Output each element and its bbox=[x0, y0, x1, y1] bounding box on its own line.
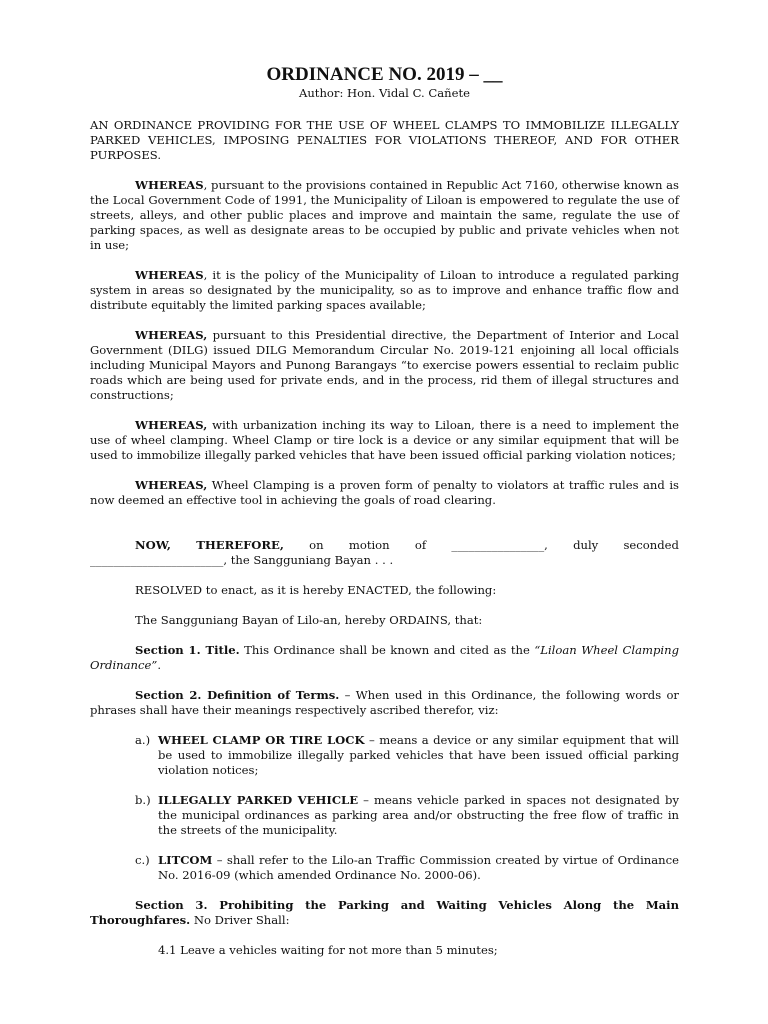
section-3-heading: Section 3. Prohibiting the Parking and Waiting Vehicles Along the Main Thoroughfares. bbox=[90, 898, 679, 927]
section-1-short-title: “Liloan Wheel Clamping Ordinance” bbox=[90, 643, 679, 672]
section-2-text: – When used in this Ordinance, the following words or phrases shall have their meanings respectively ascribed therefor, viz: bbox=[90, 688, 679, 717]
definition-text: – shall refer to the Lilo-an Traffic Commission created by virtue of Ordinance No. 2016-09 (which amended Ordinance No. 2000-06). bbox=[158, 853, 679, 882]
whereas-clause bbox=[90, 478, 679, 508]
definition-term: ILLEGALLY PARKED VEHICLE bbox=[158, 793, 359, 807]
section-1-heading: Section 1. Title. bbox=[135, 643, 240, 657]
now-therefore-line-2 bbox=[90, 553, 679, 568]
motion-word: motion bbox=[348, 538, 390, 552]
whereas-text: pursuant to this Presidential directive, the Department of Interior and Local Government (DILG) issued DILG Memorandum Circular No. 2019-121 enjoining all local officials including Municipal Mayors and Punong Barangays “to exercise powers essential to reclaim public roads which are being used for private ends, and in the process, rid them of illegal structures and constructions; bbox=[90, 328, 679, 402]
section-2 bbox=[90, 688, 679, 718]
whereas-text: , pursuant to the provisions contained in Republic Act 7160, otherwise known as the Local Government Code of 1991, the Municipality of Liloan is empowered to regulate the use of streets, alleys, and other public places and improve and maintain the same, regulate the use of parking spaces, as well as designate areas to be occupied by public and private vehicles when not in use; bbox=[90, 178, 679, 252]
seconder-blank: _______________________ bbox=[90, 553, 224, 567]
definition-item bbox=[135, 793, 679, 838]
section-3-text: No Driver Shall: bbox=[190, 913, 290, 927]
definition-term: WHEEL CLAMP OR TIRE LOCK bbox=[158, 733, 365, 747]
section-1 bbox=[90, 643, 679, 673]
ordinance-author: Author: Hon. Vidal C. Cañete bbox=[298, 86, 471, 100]
section-3 bbox=[90, 898, 679, 928]
resolved-clause: RESOLVED to enact, as it is hereby ENACTED, the following: bbox=[135, 583, 497, 597]
on-word: on bbox=[309, 538, 324, 552]
definition-text: – means a device or any similar equipment that will be used to immobilize illegally parked vehicles that have been issued official parking violation notices; bbox=[158, 733, 680, 777]
of-word: of bbox=[414, 538, 427, 552]
whereas-lead: WHEREAS bbox=[135, 268, 204, 282]
now-word: NOW, bbox=[135, 538, 171, 552]
section-2-heading: Section 2. Definition of Terms. bbox=[135, 688, 340, 702]
definition-body bbox=[158, 733, 679, 778]
definition-body bbox=[158, 853, 679, 883]
definition-label: b.) bbox=[135, 793, 151, 807]
therefore-word: THEREFORE, bbox=[196, 538, 284, 552]
ordinance-preamble: AN ORDINANCE PROVIDING FOR THE USE OF WHEEL CLAMPS TO IMMOBILIZE ILLEGALLY PARKED VEHICLES, IMPOSING PENALTIES FOR VIOLATIONS THEREOF, AND FOR OTHER PURPOSES. bbox=[90, 118, 679, 162]
whereas-lead: WHEREAS, bbox=[135, 418, 208, 432]
definition-item bbox=[135, 733, 679, 778]
now-therefore-line bbox=[135, 538, 679, 553]
whereas-clause bbox=[90, 418, 679, 463]
whereas-lead: WHEREAS, bbox=[135, 328, 208, 342]
whereas-clause bbox=[90, 328, 679, 403]
ordains-clause: The Sangguniang Bayan of Lilo-an, hereby ORDAINS, that: bbox=[135, 613, 483, 627]
now-therefore-clause bbox=[90, 538, 679, 568]
definition-body bbox=[158, 793, 679, 838]
section-1-end: . bbox=[157, 658, 161, 672]
whereas-lead: WHEREAS, bbox=[135, 478, 208, 492]
definition-text: – means vehicle parked in spaces not designated by the municipal ordinances as parking area and/or obstructing the free flow of traffic in the streets of the municipality. bbox=[158, 793, 679, 837]
definition-label: a.) bbox=[135, 733, 151, 747]
whereas-clause bbox=[90, 268, 679, 313]
seconded-word: seconded bbox=[623, 538, 679, 552]
mover-blank: ________________, bbox=[451, 538, 548, 552]
definition-item bbox=[135, 853, 679, 883]
list-item: 4.1 Leave a vehicles waiting for not more than 5 minutes; bbox=[158, 943, 498, 957]
whereas-text: with urbanization inching its way to Liloan, there is a need to implement the use of wheel clamping. Wheel Clamp or tire lock is a device or any similar equipment that will be used to immobilize illegally parked vehicles that have been issued official parking violation notices; bbox=[90, 418, 679, 462]
whereas-clause bbox=[90, 178, 679, 253]
whereas-lead: WHEREAS bbox=[135, 178, 204, 192]
ordinance-title: ORDINANCE NO. 2019 – __ bbox=[266, 64, 503, 85]
definition-label: c.) bbox=[135, 853, 150, 867]
sangguniang-text: , the Sangguniang Bayan . . . bbox=[223, 553, 394, 567]
section-1-text: This Ordinance shall be known and cited as the bbox=[239, 643, 535, 657]
definition-term: LITCOM bbox=[158, 853, 213, 867]
whereas-text: Wheel Clamping is a proven form of penalty to violators at traffic rules and is now deemed an effective tool in achieving the goals of road clearing. bbox=[90, 478, 679, 507]
duly-word: duly bbox=[573, 538, 599, 552]
whereas-text: , it is the policy of the Municipality of Liloan to introduce a regulated parking system in areas so designated by the municipality, so as to improve and enhance traffic flow and distribute equitably the limited parking spaces available; bbox=[90, 268, 679, 312]
